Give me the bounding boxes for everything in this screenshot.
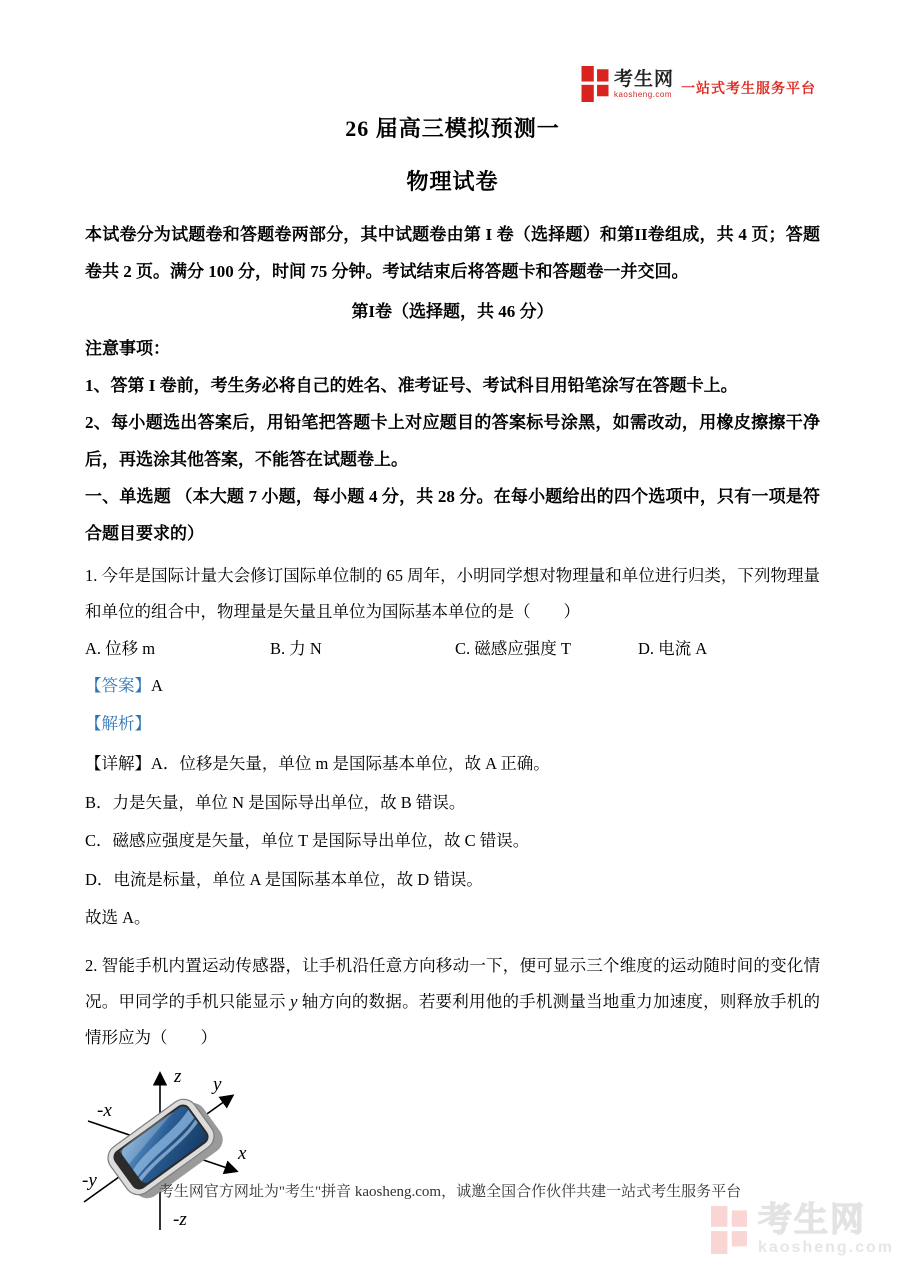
section-heading-single-choice: 一、单选题 （本大题 7 小题，每小题 4 分，共 28 分。在每小题给出的四个选项中，只有一项是符合题目要求的） [85,487,820,543]
q1-option-a: A. 位移 m [85,639,156,658]
question-1-options [85,632,820,666]
notice-item-1: 1、答第 I 卷前，考生务必将自己的姓名、准考证号、考试科目用铅笔涂写在答题卡上。 [85,376,738,395]
q2-text-part1: 2. 智能手机内置运动传感器，让手机沿任意方向移动一下，便可显示三个维度的运动随时间的变化情况。甲同学的手机只能显示 [85,955,820,1011]
neg-y-axis-label: -y [82,1169,97,1191]
footer-text: 考生网官方网址为"考生"拼音 kaosheng.com，诚邀全国合作伙伴共建一站式考生服务平台 [158,1184,742,1200]
q1-option-d: D. 电流 A [638,639,708,658]
analysis-marker: 【解析】 [85,714,151,733]
watermark-domain: kaosheng.com [757,1239,894,1256]
brand-name: 考生网 [613,68,674,90]
q1-option-c: C. 磁感应强度 T [455,639,571,658]
notice-item-2: 2、每小题选出答案后，用铅笔把答题卡上对应题目的答案标号涂黑，如需改动，用橡皮擦擦干净后，再选涂其他答案，不能答在试题卷上。 [85,413,820,469]
notice-title: 注意事项： [85,339,170,358]
q1-conclusion: 故选 A。 [85,908,151,927]
q2-variable-y: y [290,991,298,1011]
q1-detail-a-text: A．位移是矢量，单位 m 是国际基本单位，故 A 正确。 [151,754,550,773]
brand-domain: kaosheng.com [613,89,673,99]
q1-answer-line [85,668,820,704]
q1-detail-block [85,745,820,938]
watermark-name: 考生网 [757,1201,866,1239]
kaosheng-logo [581,66,816,102]
detail-marker: 【详解】 [85,754,151,773]
x-axis-label: x [238,1142,247,1164]
q1-analysis-line [85,706,820,742]
q1-detail-line-a [85,745,820,784]
q1-detail-line-d: D．电流是标量，单位 A 是国际基本单位，故 D 错误。 [85,869,483,889]
watermark-h-icon [710,1206,748,1254]
answer-marker: 【答案】 [85,676,151,695]
q1-detail-line-b: B．力是矢量，单位 N 是国际导出单位，故 B 错误。 [85,792,466,812]
brand-tagline: 一站式考生服务平台 [681,80,816,96]
phone-axes-figure [81,1058,341,1244]
exam-intro-paragraph: 本试卷分为试题卷和答题卷两部分，其中试题卷由第 I 卷（选择题）和第II卷组成，共 4 页；答题卷共 2 页。满分 100 分，时间 75 分钟。考试结束后将答题卡和答题卷一并交回。 [85,225,820,281]
exam-title-line1: 26 届高三模拟预测一 [345,116,560,141]
exam-title-line2: 物理试卷 [406,169,499,194]
brand-text-stack [614,70,674,99]
neg-z-axis-label: -z [173,1208,187,1230]
kaosheng-watermark [710,1203,894,1256]
q1-answer-value: A [151,676,163,695]
z-axis-label: z [174,1065,182,1087]
watermark-text-stack [758,1203,894,1256]
neg-x-axis-label: -x [97,1099,112,1121]
q1-option-b: B. 力 N [270,639,322,658]
q1-detail-line-c: C．磁感应强度是矢量，单位 T 是国际导出单位，故 C 错误。 [85,831,530,850]
question-2-text [85,948,820,1056]
kaosheng-h-icon [581,66,609,102]
y-axis-label: y [213,1073,222,1095]
question-1-text: 1. 今年是国际计量大会修订国际单位制的 65 周年，小明同学想对物理量和单位进行归类，下列物理量和单位的组合中，物理量是矢量且单位为国际基本单位的是（ ） [85,566,820,621]
q2-text-part2: 轴方向的数据。若要利用他的手机测量当地重力加速度，则释放手机的情形应为（ ） [85,991,821,1047]
section1-title: 第I卷（选择题，共 46 分） [351,302,554,321]
